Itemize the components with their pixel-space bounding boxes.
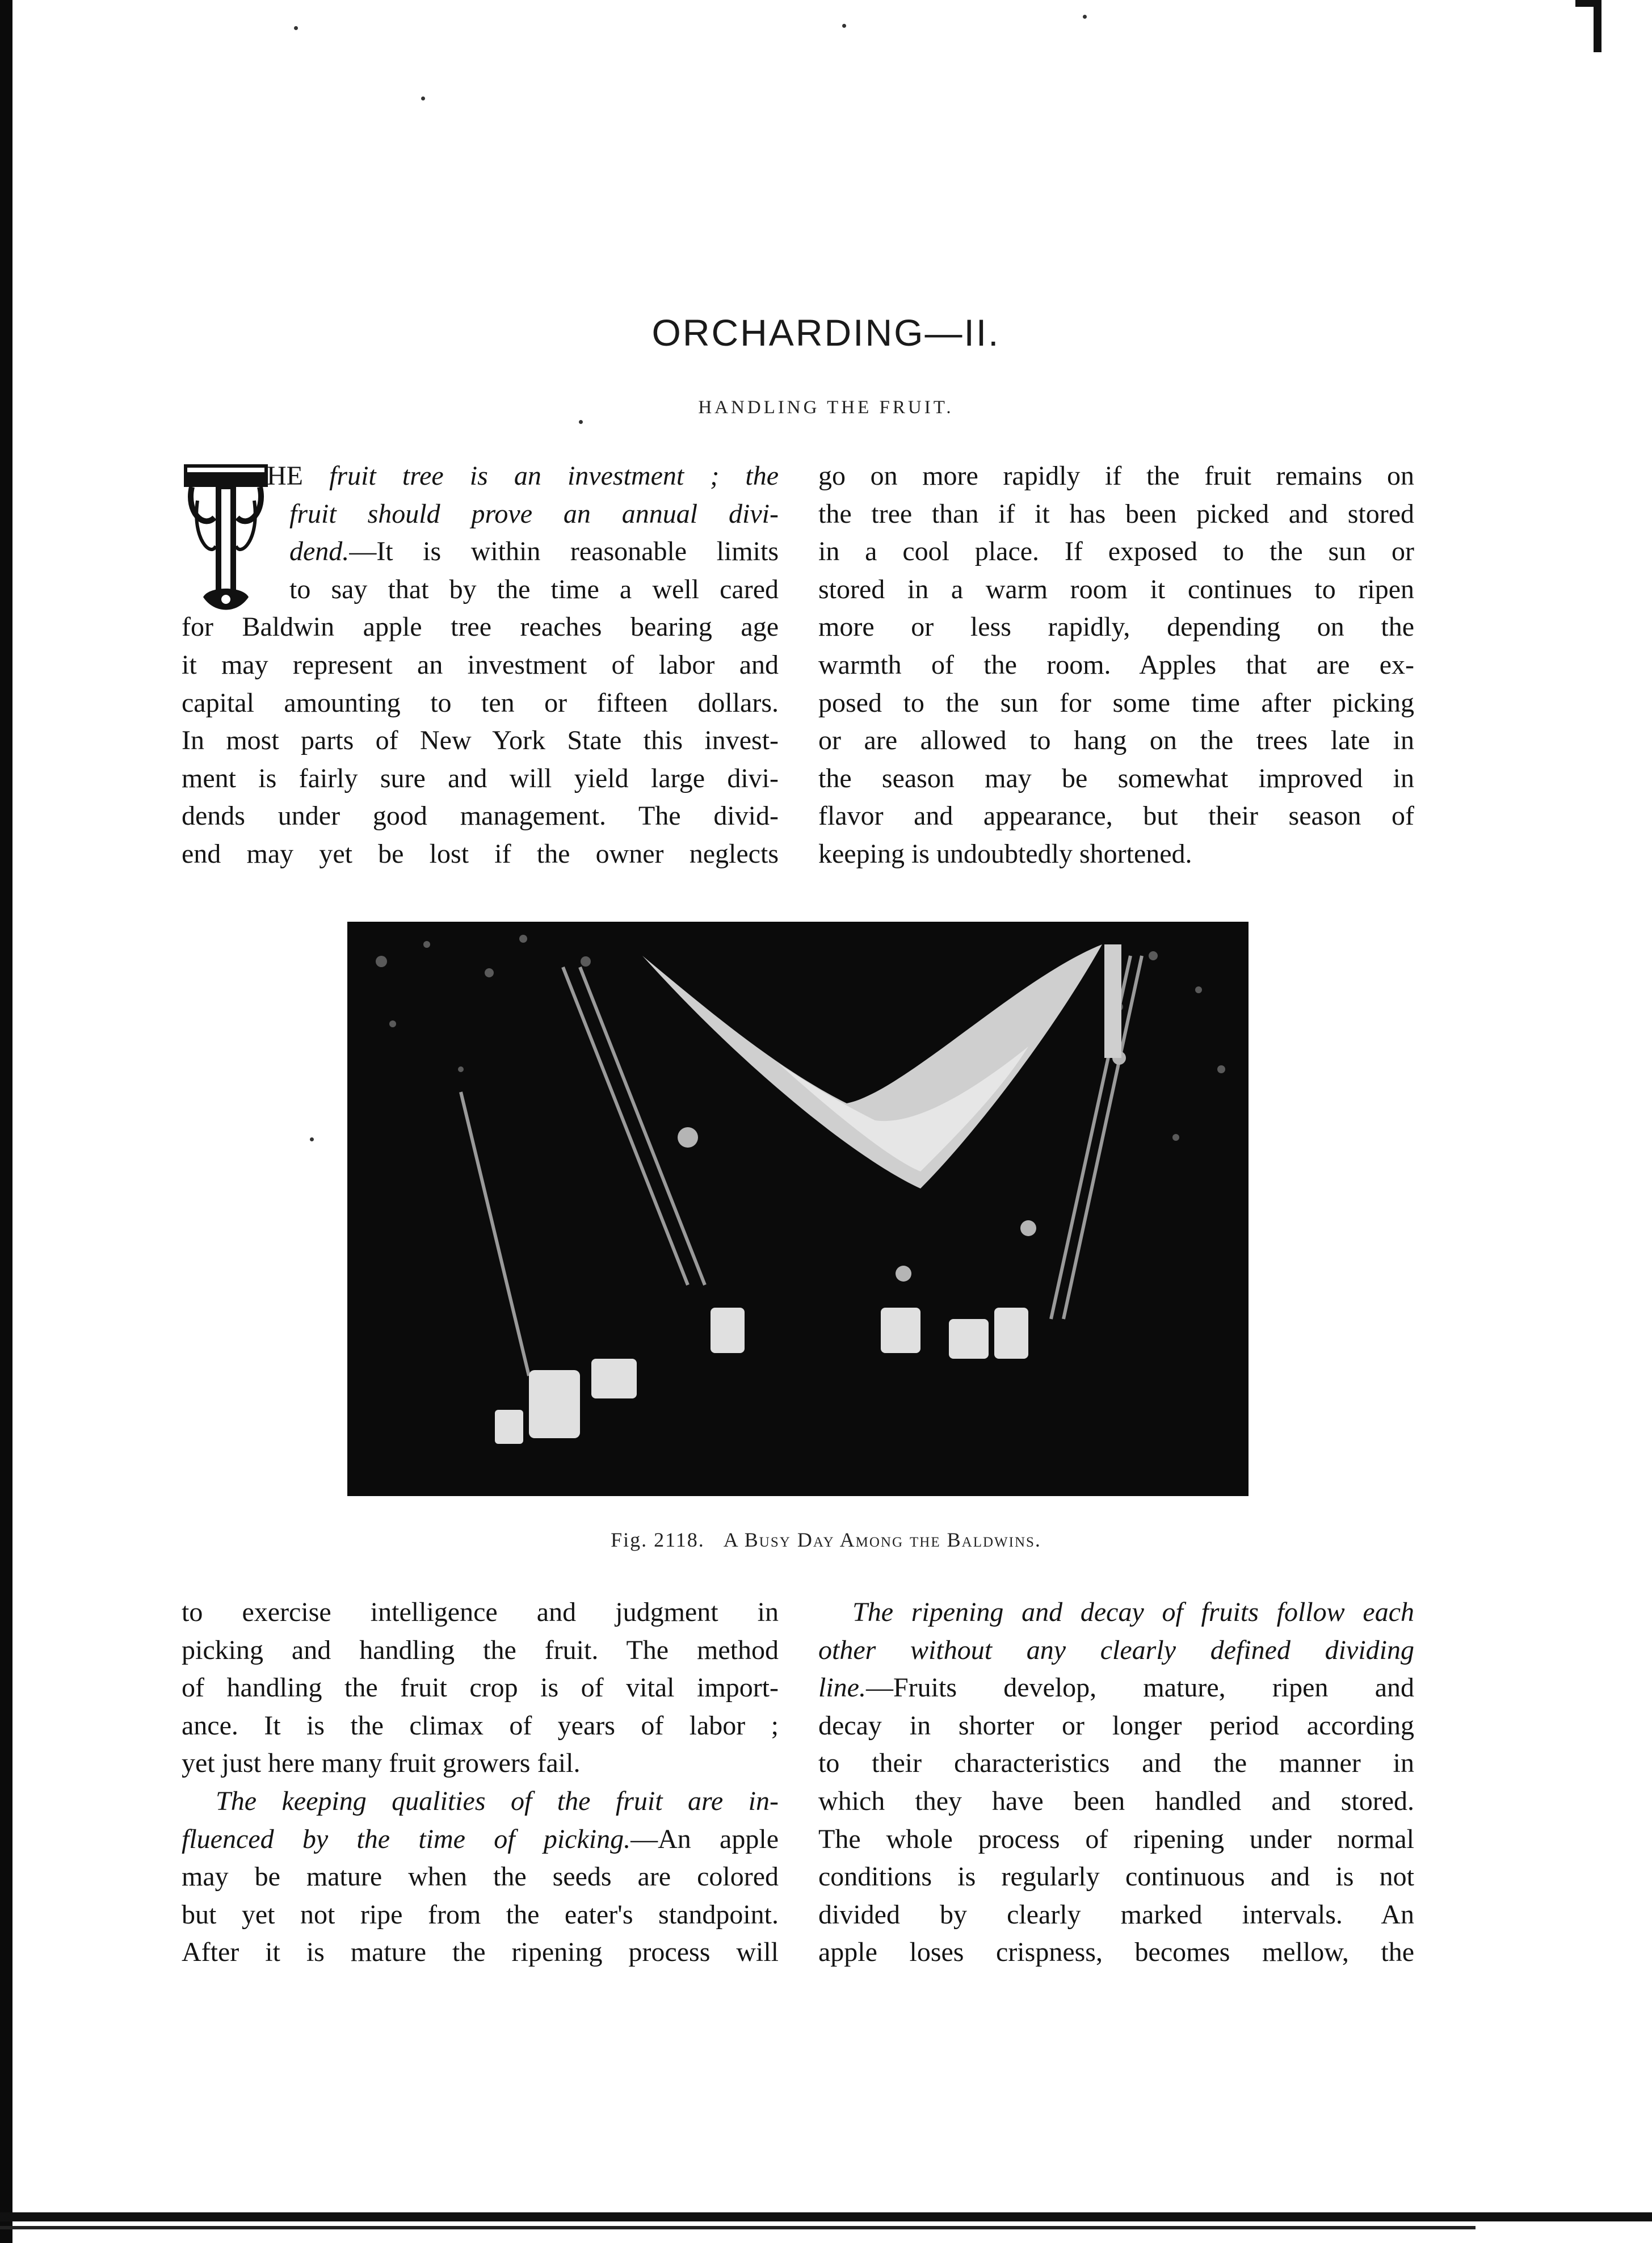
italic-run: The keeping qualities of the fruit are in- xyxy=(216,1786,779,1816)
text-run: which they have been handled and stored. xyxy=(818,1786,1414,1816)
text-run: yet just here many fruit growers fail. xyxy=(182,1748,581,1779)
column-left-bottom xyxy=(182,1594,779,1972)
italic-run: dend. xyxy=(289,536,350,567)
text-line xyxy=(818,722,1414,760)
scan-corner-mark-top xyxy=(1575,0,1601,7)
text-run: end may yet be lost if the owner neglects xyxy=(182,838,779,869)
text-line xyxy=(818,646,1414,684)
text-run: apple loses crispness, becomes mellow, the xyxy=(818,1937,1414,1968)
scan-border-bottom-thin xyxy=(0,2226,1476,2229)
text-line xyxy=(818,1632,1414,1670)
italic-run: fluenced by the time of picking. xyxy=(182,1824,631,1854)
orchard-photograph xyxy=(347,922,1249,1496)
text-run: dends under good management. The divid- xyxy=(182,801,779,831)
text-run: divided by clearly marked intervals. An xyxy=(818,1899,1414,1930)
orchard-scene-image xyxy=(347,922,1249,1496)
text-line xyxy=(182,835,779,873)
scan-corner-mark xyxy=(1594,0,1601,52)
text-line xyxy=(818,1934,1414,1972)
text-line xyxy=(182,1858,779,1896)
scan-speck xyxy=(294,26,298,30)
italic-run: fruit should prove an annual divi- xyxy=(289,498,779,529)
text-line xyxy=(182,646,779,684)
text-line xyxy=(818,495,1414,534)
text-run: for Baldwin apple tree reaches bearing age xyxy=(182,612,779,642)
column-right-top xyxy=(818,457,1414,873)
text-line xyxy=(182,760,779,798)
figure-title: A Busy Day Among the Baldwins. xyxy=(723,1528,1041,1551)
text-line xyxy=(818,457,1414,495)
text-line xyxy=(818,760,1414,798)
text-line xyxy=(818,1783,1414,1821)
text-run: flavor and appearance, but their season of xyxy=(818,801,1414,831)
text-line xyxy=(182,571,779,609)
text-line xyxy=(182,1896,779,1934)
text-line xyxy=(182,797,779,835)
text-line xyxy=(182,1594,779,1632)
text-line xyxy=(818,533,1414,571)
text-run: to exercise intelligence and judgment in xyxy=(182,1597,779,1627)
text-line xyxy=(818,1669,1414,1707)
text-line xyxy=(182,1934,779,1972)
scan-speck xyxy=(842,24,846,28)
text-line xyxy=(818,1858,1414,1896)
text-run: it may represent an investment of labor and xyxy=(182,649,779,680)
text-line xyxy=(182,1821,779,1859)
text-line xyxy=(818,797,1414,835)
text-run: —It is within reasonable limits xyxy=(349,536,779,567)
text-run: ance. It is the climax of years of labor ; xyxy=(182,1710,779,1741)
text-run: ment is fairly sure and will yield large divi- xyxy=(182,763,779,793)
text-run: go on more rapidly if the fruit remains on xyxy=(818,461,1414,491)
text-line xyxy=(182,1632,779,1670)
column-left-top xyxy=(182,457,779,873)
text-run: The whole process of ripening under normal xyxy=(818,1824,1414,1854)
text-run: decay in shorter or longer period according xyxy=(818,1710,1414,1741)
text-run: keeping is undoubtedly shortened. xyxy=(818,838,1192,869)
scan-speck xyxy=(310,1137,314,1141)
text-run: in a cool place. If exposed to the sun or xyxy=(818,536,1414,567)
figure-number: Fig. 2118. xyxy=(611,1528,705,1551)
text-run: the season may be somewhat improved in xyxy=(818,763,1414,793)
section-subtitle: HANDLING THE FRUIT. xyxy=(698,397,954,418)
italic-run: other without any clearly defined dividing xyxy=(818,1635,1414,1665)
text-run: of handling the fruit crop is of vital import- xyxy=(182,1673,779,1703)
text-line xyxy=(818,608,1414,646)
text-run: conditions is regularly continuous and is not xyxy=(818,1862,1414,1892)
scan-speck xyxy=(579,420,583,424)
text-line xyxy=(182,722,779,760)
text-line xyxy=(818,684,1414,723)
column-right-bottom xyxy=(818,1594,1414,1972)
text-line xyxy=(818,571,1414,609)
text-line xyxy=(182,608,779,646)
italic-run: The ripening and decay of fruits follow each xyxy=(852,1597,1414,1627)
scan-speck xyxy=(1083,15,1087,19)
text-line xyxy=(818,1745,1414,1783)
scan-speck xyxy=(421,96,425,100)
text-line xyxy=(182,1745,779,1783)
text-run: —An apple xyxy=(630,1824,779,1854)
text-run: but yet not ripe from the eater's standpoint. xyxy=(182,1899,779,1930)
text-line xyxy=(182,684,779,723)
text-run: After it is mature the ripening process will xyxy=(182,1937,779,1968)
text-line xyxy=(818,1707,1414,1745)
text-run: or are allowed to hang on the trees late in xyxy=(818,725,1414,756)
figure-caption xyxy=(0,1528,1652,1552)
italic-run: fruit tree is an investment ; the xyxy=(329,461,779,491)
text-run: HE xyxy=(267,461,330,491)
text-run: warmth of the room. Apples that are ex- xyxy=(818,649,1414,680)
text-run: —Fruits develop, mature, ripen and xyxy=(865,1673,1414,1703)
text-line xyxy=(182,1707,779,1745)
text-run: to say that by the time a well cared xyxy=(289,574,779,604)
text-run: capital amounting to ten or fifteen dollars. xyxy=(182,687,779,718)
text-run: more or less rapidly, depending on the xyxy=(818,612,1414,642)
text-run: to their characteristics and the manner in xyxy=(818,1748,1414,1779)
page-title: ORCHARDING—II. xyxy=(651,312,1001,354)
text-run: posed to the sun for some time after picking xyxy=(818,687,1414,718)
text-line xyxy=(182,533,779,571)
text-line xyxy=(818,1896,1414,1934)
text-run: In most parts of New York State this invest- xyxy=(182,725,779,756)
text-line xyxy=(818,1594,1414,1632)
text-run: picking and handling the fruit. The method xyxy=(182,1635,779,1665)
text-line xyxy=(818,835,1414,873)
text-line xyxy=(182,457,779,495)
text-line xyxy=(182,495,779,534)
text-line xyxy=(182,1783,779,1821)
text-run: stored in a warm room it continues to ripen xyxy=(818,574,1414,604)
italic-run: line. xyxy=(818,1673,866,1703)
text-run: may be mature when the seeds are colored xyxy=(182,1862,779,1892)
text-run: the tree than if it has been picked and stored xyxy=(818,498,1414,529)
text-line xyxy=(182,1669,779,1707)
scan-border-bottom xyxy=(0,2212,1652,2221)
text-line xyxy=(818,1821,1414,1859)
